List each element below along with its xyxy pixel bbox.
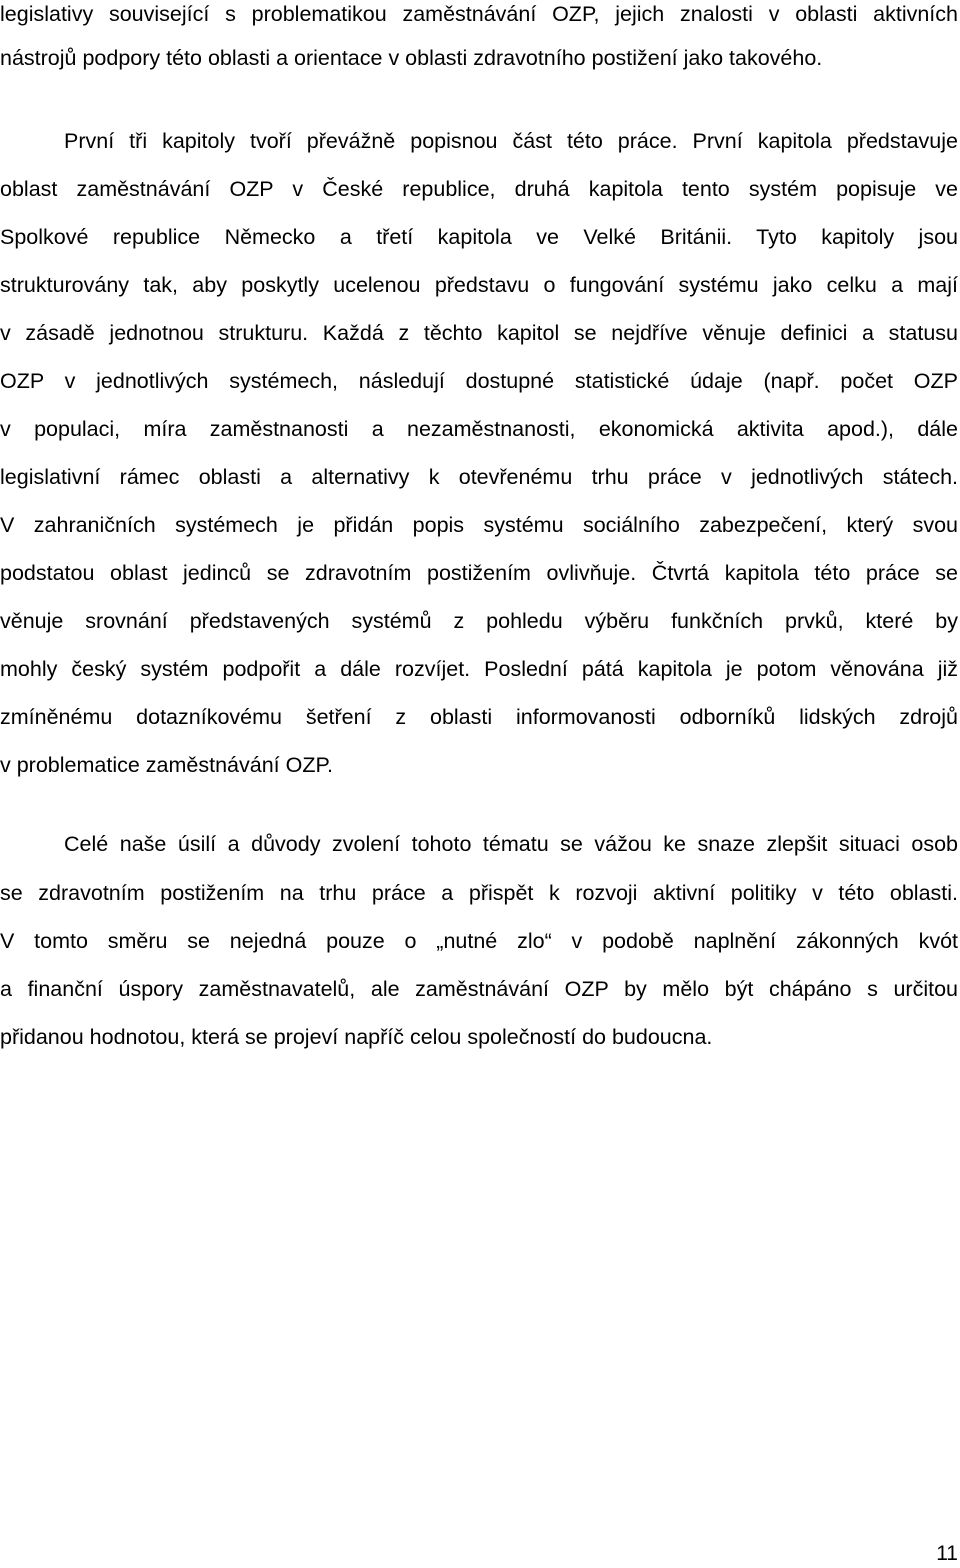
text-line: oblast zaměstnávání OZP v České republice, druhá kapitola tento systém popisuje ve bbox=[0, 177, 958, 201]
text-line: v zásadě jednotnou strukturu. Každá z těchto kapitol se nejdříve věnuje definici a statusu bbox=[0, 321, 958, 345]
text-line: a finanční úspory zaměstnavatelů, ale zaměstnávání OZP by mělo být chápáno s určitou bbox=[0, 977, 958, 1001]
text-line: První tři kapitoly tvoří převážně popisnou část této práce. První kapitola představuje bbox=[64, 129, 958, 153]
text-line: přidanou hodnotou, která se projeví napříč celou společností do budoucna. bbox=[0, 1025, 713, 1049]
text-line: OZP v jednotlivých systémech, následují dostupné statistické údaje (např. počet OZP bbox=[0, 369, 958, 393]
text-line: v populaci, míra zaměstnanosti a nezaměstnanosti, ekonomická aktivita apod.), dále bbox=[0, 417, 958, 441]
text-line: mohly český systém podpořit a dále rozvíjet. Poslední pátá kapitola je potom věnována již bbox=[0, 657, 958, 681]
text-line: nástrojů podpory této oblasti a orientace v oblasti zdravotního postižení jako takového. bbox=[0, 46, 823, 70]
text-line: Celé naše úsilí a důvody zvolení tohoto tématu se vážou ke snaze zlepšit situaci osob bbox=[64, 832, 958, 856]
text-line: legislativy související s problematikou zaměstnávání OZP, jejich znalosti v oblasti aktivních bbox=[0, 2, 958, 26]
text-line: V tomto směru se nejedná pouze o „nutné zlo“ v podobě naplnění zákonných kvót bbox=[0, 929, 958, 953]
text-line: se zdravotním postižením na trhu práce a přispět k rozvoji aktivní politiky v této oblasti. bbox=[0, 881, 958, 905]
text-line: podstatou oblast jedinců se zdravotním postižením ovlivňuje. Čtvrtá kapitola této práce se bbox=[0, 561, 958, 585]
text-line: věnuje srovnání představených systémů z pohledu výběru funkčních prvků, které by bbox=[0, 609, 958, 633]
text-line: Spolkové republice Německo a třetí kapitola ve Velké Británii. Tyto kapitoly jsou bbox=[0, 225, 958, 249]
text-line: v problematice zaměstnávání OZP. bbox=[0, 753, 334, 777]
text-line: strukturovány tak, aby poskytly ucelenou představu o fungování systému jako celku a mají bbox=[0, 273, 958, 297]
text-line: V zahraničních systémech je přidán popis systému sociálního zabezpečení, který svou bbox=[0, 513, 958, 537]
page-number: 11 bbox=[936, 1542, 958, 1565]
text-line: legislativní rámec oblasti a alternativy k otevřenému trhu práce v jednotlivých státech. bbox=[0, 465, 958, 489]
text-line: zmíněnému dotazníkovému šetření z oblasti informovanosti odborníků lidských zdrojů bbox=[0, 705, 958, 729]
